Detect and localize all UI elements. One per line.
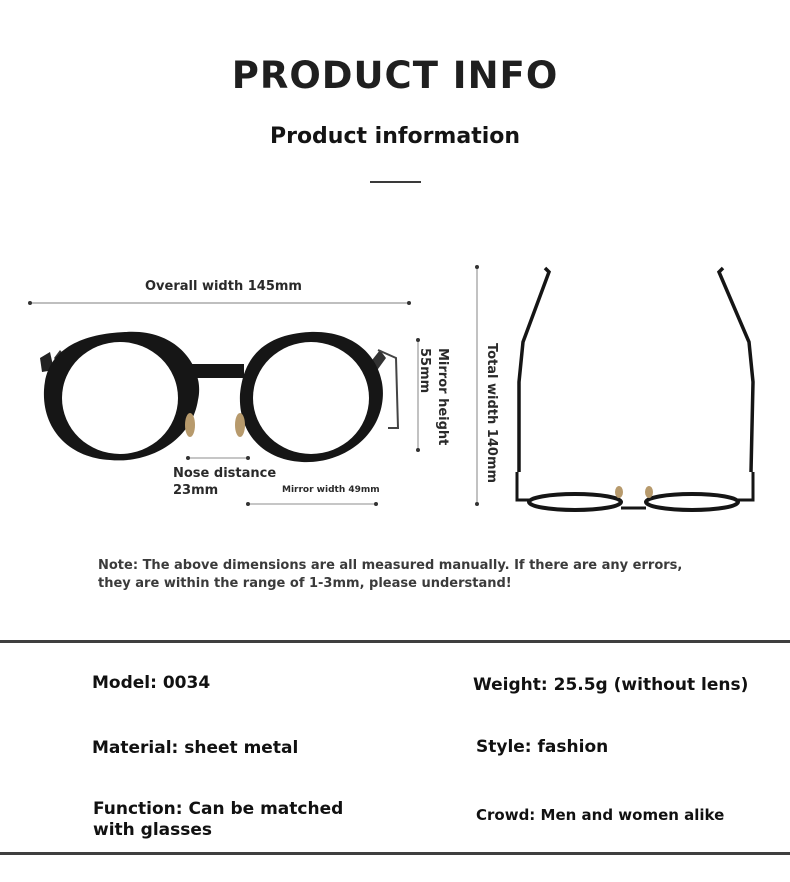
spec-crowd: Crowd: Men and women alike bbox=[476, 806, 725, 824]
spec-bottom-divider bbox=[0, 852, 790, 855]
measurement-note: Note: The above dimensions are all measured manually. If there are any errors, they are within the range of 1-3mm, please understand! bbox=[98, 558, 683, 591]
spec-function-line1: Function: Can be matched bbox=[93, 799, 344, 819]
spec-top-divider bbox=[0, 640, 790, 643]
spec-function-line2: with glasses bbox=[93, 820, 213, 840]
spec-style: Style: fashion bbox=[476, 737, 609, 757]
nose-distance-label-line1: Nose distance bbox=[173, 466, 277, 481]
overall-width-label: Overall width 145mm bbox=[145, 279, 302, 294]
spec-material: Material: sheet metal bbox=[92, 738, 299, 758]
spec-model: Model: 0034 bbox=[92, 673, 211, 693]
mirror-height-value: 55mm bbox=[417, 348, 432, 394]
page-title: PRODUCT INFO bbox=[231, 54, 559, 97]
glasses-top-view-image bbox=[465, 262, 765, 522]
mirror-width-label: Mirror width 49mm bbox=[282, 485, 380, 495]
title-divider bbox=[370, 181, 421, 183]
nose-distance-label-line2: 23mm bbox=[173, 483, 219, 498]
spec-weight: Weight: 25.5g (without lens) bbox=[473, 675, 749, 695]
page-subtitle: Product information bbox=[269, 124, 521, 149]
mirror-height-label: Mirror height bbox=[435, 348, 450, 446]
total-width-label: Total width 140mm bbox=[484, 343, 499, 484]
